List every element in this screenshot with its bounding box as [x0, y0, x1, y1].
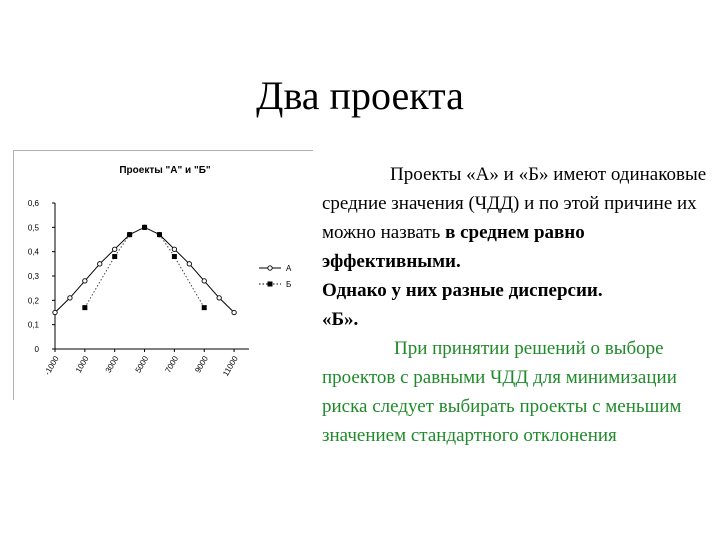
legend-marker-b — [268, 282, 273, 287]
series-a-point — [98, 262, 102, 266]
series-a-point — [202, 279, 206, 283]
series-line-0 — [55, 227, 234, 312]
legend — [259, 264, 292, 289]
legend-label: А — [286, 264, 292, 273]
x-tick-label: -1000 — [42, 354, 61, 377]
series-a-point — [112, 247, 116, 251]
legend-label: Б — [286, 280, 292, 289]
chart — [13, 150, 313, 400]
x-tick-label: 9000 — [193, 354, 210, 375]
series-a-point — [232, 310, 236, 314]
paragraph-1 — [322, 160, 714, 276]
axes-layer — [28, 199, 249, 378]
series-layer — [53, 225, 236, 315]
y-tick-label: 0,3 — [27, 272, 39, 281]
slide-title: Два проекта — [256, 73, 464, 118]
series-b-point — [127, 232, 132, 237]
y-tick-label: 0,4 — [27, 247, 39, 257]
series-b-point — [112, 254, 117, 259]
series-b-point — [202, 305, 207, 310]
paragraph-1-text: Проекты «А» и «Б» имеют одинаковые средние значения (ЧДД) и по этой причине их можно назвать — [322, 164, 707, 243]
series-b-point — [142, 225, 147, 230]
paragraph-3: «Б». — [322, 309, 359, 330]
series-a-point — [83, 279, 87, 283]
y-tick-label: 0,6 — [27, 199, 39, 208]
chart-svg — [13, 150, 313, 400]
x-tick-label: 1000 — [73, 354, 91, 375]
text-block — [322, 160, 714, 450]
series-b-point — [172, 254, 177, 259]
series-a-point — [68, 296, 72, 300]
y-tick-label: 0,1 — [27, 320, 39, 330]
chart-title: Проекты "А" и "Б" — [119, 165, 211, 176]
paragraph-1-bold: в среднем равно эффективными. — [322, 222, 585, 272]
series-line-1 — [85, 227, 204, 307]
series-a-point — [53, 310, 57, 314]
x-tick-label: 3000 — [103, 354, 121, 375]
y-tick-label: 0,5 — [27, 223, 39, 233]
paragraph-4: При принятии решений о выборе проектов с равными ЧДД для минимизации риска следует выбирать проекты с меньшим значением стандартного отклонения — [322, 338, 682, 446]
legend-marker-a — [268, 266, 272, 270]
y-tick-label: 0,2 — [27, 296, 39, 306]
x-tick-label: 5000 — [133, 354, 151, 375]
x-tick-label: 11000 — [221, 354, 240, 378]
paragraph-2: Однако у них разные дисперсии. — [322, 280, 603, 301]
series-b-point — [82, 305, 87, 310]
series-b-point — [157, 232, 162, 237]
series-a-point — [187, 262, 191, 266]
series-a-point — [172, 247, 176, 251]
y-tick-label: 0 — [34, 345, 39, 354]
series-a-point — [217, 296, 221, 300]
x-tick-label: 7000 — [163, 354, 181, 375]
